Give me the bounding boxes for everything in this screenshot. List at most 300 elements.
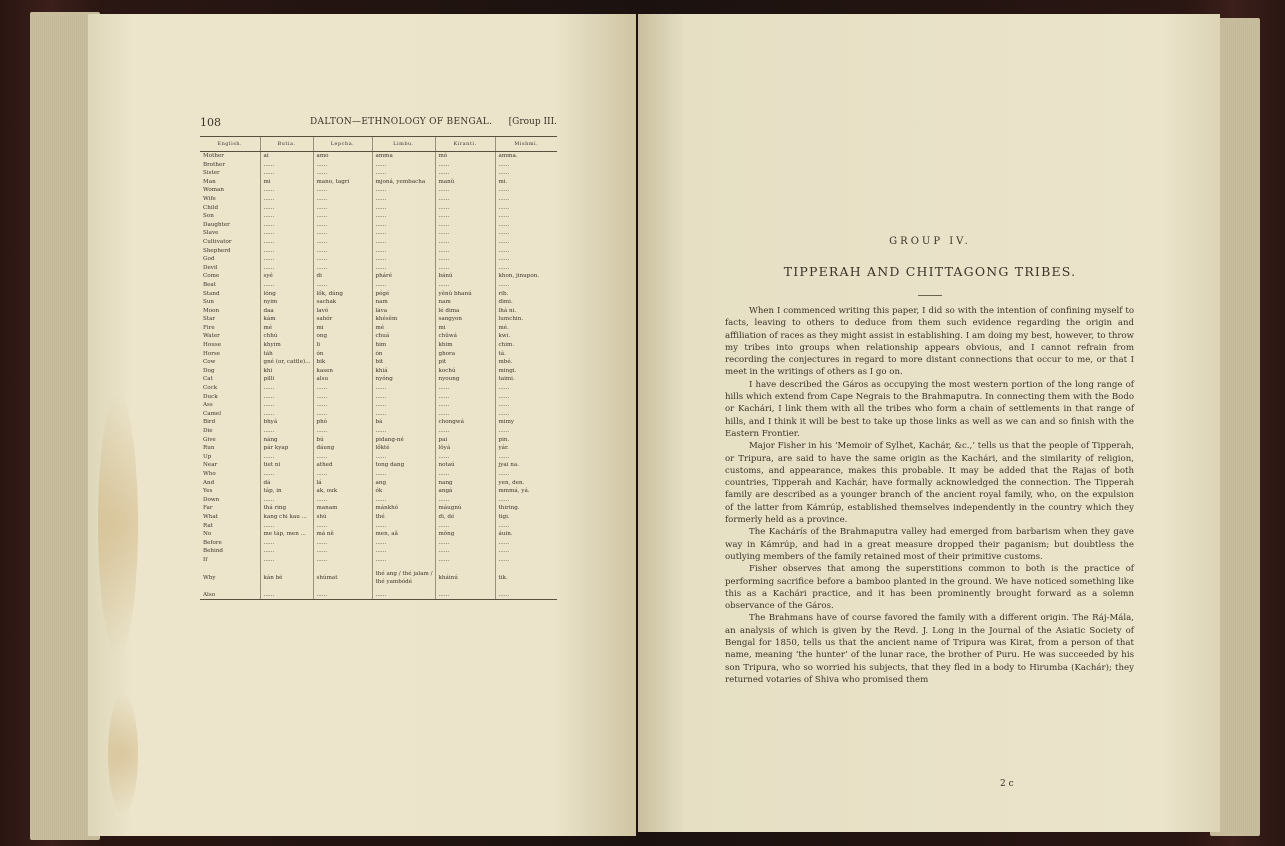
vocab-cell: thé [372, 513, 435, 522]
vocab-cell: phó [313, 418, 372, 427]
vocab-cell: manam [313, 504, 372, 513]
table-row [200, 204, 557, 213]
vocab-cell: ...... [313, 247, 372, 256]
vocab-cell: alsu [313, 375, 372, 384]
vocab-cell: pai [435, 436, 495, 445]
vocab-cell: ...... [435, 264, 495, 273]
vocab-cell: pidang-né [372, 436, 435, 445]
vocab-cell: ...... [435, 229, 495, 238]
vocab-cell: notaú [435, 461, 495, 470]
vocab-cell: ...... [435, 384, 495, 393]
vocab-cell: ...... [372, 496, 435, 505]
vocab-cell: pháré [372, 272, 435, 281]
vocab-cell: ...... [495, 556, 557, 565]
vocab-cell: khyim [260, 341, 313, 350]
vocab-cell: lŏyá [435, 444, 495, 453]
vocab-cell: mé [372, 324, 435, 333]
table-row [200, 272, 557, 281]
vocab-cell: mimy [495, 418, 557, 427]
table-row [200, 591, 557, 600]
vocab-cell: táp, in [260, 487, 313, 496]
vocab-cell: ...... [260, 204, 313, 213]
vocab-cell: ...... [495, 229, 557, 238]
vocab-cell: lá [313, 479, 372, 488]
vocab-cell: láva [372, 307, 435, 316]
vocab-cell: dáung [313, 444, 372, 453]
paragraph: The Kachárís of the Brahmaputra valley had emerged from barbarism when they gave way in Kámrúp, and had in a great measure dropped their paganism; but doubtless the outlying members of the family retained most of their primitive customs. [725, 527, 1134, 562]
english-word-cell: Mother [203, 153, 224, 159]
vocab-cell: ...... [313, 547, 372, 556]
vocab-cell: ...... [260, 384, 313, 393]
vocab-cell: shú [313, 513, 372, 522]
vocab-cell: tik. [495, 565, 557, 591]
vocab-cell: ...... [372, 393, 435, 402]
vocab-cell: ...... [435, 401, 495, 410]
english-word-cell: Daughter [203, 221, 230, 228]
vocab-cell: ...... [495, 204, 557, 213]
english-word-cell: Slave [203, 230, 219, 237]
vocab-cell: nyóng [372, 375, 435, 384]
table-row [200, 290, 557, 299]
vocab-cell: ghora [435, 350, 495, 359]
table-row [200, 161, 557, 170]
vocab-cell: ...... [313, 401, 372, 410]
vocab-cell: ...... [260, 212, 313, 221]
vocab-cell: ...... [372, 384, 435, 393]
vocab-cell: ...... [372, 264, 435, 273]
vocab-cell: ...... [435, 161, 495, 170]
english-word-cell: Woman [203, 187, 224, 194]
vocab-cell: syé [260, 272, 313, 281]
vocab-cell: mi [313, 324, 372, 333]
vocab-cell: kasen [313, 367, 372, 376]
vocab-cell: ...... [495, 264, 557, 273]
vocab-cell: ...... [260, 264, 313, 273]
vocab-cell: ...... [372, 161, 435, 170]
table-row [200, 247, 557, 256]
vocab-cell: ...... [495, 522, 557, 531]
vocab-cell: ...... [313, 539, 372, 548]
table-row [200, 229, 557, 238]
vocab-cell: pár kyap [260, 444, 313, 453]
vocab-cell: mé. [495, 324, 557, 333]
vocab-cell: yár. [495, 444, 557, 453]
vocab-cell: nyoung [435, 375, 495, 384]
vocab-cell: ...... [495, 427, 557, 436]
vocab-cell: chuá [372, 332, 435, 341]
vocab-cell: ...... [372, 281, 435, 290]
english-word-cell: Beat [203, 281, 217, 288]
vocab-cell: di, dé [435, 513, 495, 522]
table-row [200, 221, 557, 230]
table-row [200, 401, 557, 410]
table-row [200, 504, 557, 513]
vocab-cell: ...... [313, 186, 372, 195]
table-row [200, 565, 557, 591]
foxing-stain [98, 394, 138, 654]
vocab-cell: ...... [372, 401, 435, 410]
vocab-cell: ...... [495, 384, 557, 393]
paragraph: The Brahmans have of course favored the family with a different origin. The Ráj-Mála, an analysis of which is given by the Revd. J. Long in the Journal of the Asiatic Society of Bengal for 1850, tells us that the ancient name of Tripura was Kirat, from a person of that name, meaning ‘the hunter’ of the lunar race, the brother of Puru. He was succeeded by his son Tripura, who so worried his subjects, that they fled in a body to Hirumba (Kachár); they returned votaries of Shiva who promised them [725, 613, 1134, 685]
vocab-cell: chŭwá [435, 332, 495, 341]
paragraph: When I commenced writing this paper, I did so with the intention of confining myself to facts, leaving to others to deduce from them such evidence regarding the origin and affiliation of races as they might assist in establishing. I am doing my best, however, to throw my tribes into groups when relationship appears obvious, and I cannot refrain from recording the conjectures in regard to more distant connections that occur to me, or that I meet in the writings of others as I go on. [725, 306, 1134, 378]
table-row [200, 375, 557, 384]
vocab-cell: nam [372, 298, 435, 307]
vocab-cell: ...... [260, 229, 313, 238]
vocab-cell: mó [435, 152, 495, 161]
vocab-cell: shúmat [313, 565, 372, 591]
vocab-cell: sachak [313, 298, 372, 307]
vocab-cell: ...... [435, 556, 495, 565]
table-row [200, 461, 557, 470]
vocab-cell: dimi. [495, 298, 557, 307]
column-header: Kiranti. [435, 137, 495, 152]
english-word-cell: Before [203, 539, 222, 546]
table-row [200, 470, 557, 479]
table-row [200, 350, 557, 359]
table-row [200, 315, 557, 324]
english-word-cell: Sun [203, 299, 215, 306]
vocab-cell: khim [435, 341, 495, 350]
english-word-cell: Devil [203, 264, 218, 271]
english-word-cell: Wife [203, 195, 216, 202]
vocab-cell: ...... [260, 247, 313, 256]
vocab-cell: ak, ouk [313, 487, 372, 496]
vocab-cell: lőkté [372, 444, 435, 453]
chapter-title: TIPPERAH AND CHITTAGONG TRIBES. [783, 264, 1077, 279]
english-word-cell: Shepherd [203, 247, 231, 254]
english-word-cell: Cat [203, 376, 213, 383]
english-word-cell: Star [203, 316, 216, 323]
vocab-cell: náng [260, 436, 313, 445]
vocab-cell: ...... [313, 229, 372, 238]
english-word-cell: Yes [203, 488, 213, 495]
vocab-cell: thé ang / thé jalam / thé yambódé [372, 565, 435, 591]
vocab-cell: yen, den. [495, 479, 557, 488]
vocab-cell: ...... [260, 522, 313, 531]
vocab-cell: ...... [313, 255, 372, 264]
vocab-cell: ...... [435, 204, 495, 213]
table-row [200, 436, 557, 445]
vocab-cell: ók [372, 487, 435, 496]
vocab-cell: ...... [495, 186, 557, 195]
vocab-cell: ...... [435, 427, 495, 436]
vocab-cell: yĕnŭ bhanú [435, 290, 495, 299]
vocab-cell: ...... [495, 255, 557, 264]
table-row [200, 522, 557, 531]
vocab-cell: ...... [372, 539, 435, 548]
vocab-cell: mingi. [495, 367, 557, 376]
vocab-cell: ...... [435, 186, 495, 195]
vocab-cell: mjoná, yembacha [372, 178, 435, 187]
english-word-cell: Bird [203, 419, 216, 426]
english-word-cell: God [203, 256, 215, 263]
vocab-cell: lóng [260, 290, 313, 299]
vocab-cell: mŏng [435, 530, 495, 539]
vocab-cell: mano, tagri [313, 178, 372, 187]
page-number: 108 [200, 116, 221, 129]
table-row [200, 152, 557, 161]
vocab-cell: bú [313, 436, 372, 445]
english-word-cell: Down [203, 496, 220, 503]
vocab-cell: sahór [313, 315, 372, 324]
vocab-cell: má ně [313, 530, 372, 539]
english-word-cell: Son [203, 213, 214, 220]
english-word-cell: Up [203, 453, 212, 460]
english-word-cell: Ass [203, 402, 213, 409]
vocab-cell: chhú [260, 332, 313, 341]
table-row [200, 255, 557, 264]
paragraph: Major Fisher in his ‘Memoir of Sylhet, Kachár, &c.,’ tells us that the people of Tipperah, or Tripura, are said to have the same origin as the Kachári, and the similarity of religion, customs, and appearance, makes this probable. It may be added that the Rajas of both countries, Tipperah and Kachár, have formally acknowledged the connection. The Tipperah family are described as a younger branch of the ancient royal family, who, on the expulsion of the latter from Kámrúp, established themselves independently in the country which they formerly held as a province. [725, 441, 1134, 526]
table-row [200, 427, 557, 436]
vocab-cell: kám [260, 315, 313, 324]
vocab-cell: ...... [495, 591, 557, 600]
table-row [200, 367, 557, 376]
vocab-cell: ...... [495, 410, 557, 419]
vocab-cell: taimi. [495, 375, 557, 384]
english-word-cell: Far [203, 505, 213, 512]
column-header: Butia. [260, 137, 313, 152]
vocab-cell: ai [260, 152, 313, 161]
vocab-cell: ...... [372, 238, 435, 247]
table-row [200, 479, 557, 488]
vocab-cell: khon, jinupon. [495, 272, 557, 281]
vocab-cell: táh [260, 350, 313, 359]
vocab-cell: ...... [260, 281, 313, 290]
title-rule [918, 295, 942, 296]
vocab-cell: ...... [435, 470, 495, 479]
vocab-cell: ...... [435, 195, 495, 204]
table-row [200, 487, 557, 496]
vocab-cell: manŭ [435, 178, 495, 187]
vocab-cell: ...... [372, 212, 435, 221]
vocab-cell: lumchin. [495, 315, 557, 324]
vocab-cell: angá [435, 487, 495, 496]
vocab-cell: ...... [495, 161, 557, 170]
column-header: Limbu. [372, 137, 435, 152]
english-word-cell: Camel [203, 410, 222, 417]
table-row [200, 186, 557, 195]
vocab-cell: ...... [372, 522, 435, 531]
vocab-cell: nang [435, 479, 495, 488]
vocab-cell: ...... [435, 591, 495, 600]
column-header: English. [200, 137, 260, 152]
table-row [200, 178, 557, 187]
vocab-cell: mé [260, 324, 313, 333]
vocab-cell: thá ring [260, 504, 313, 513]
vocab-cell: bhyá [260, 418, 313, 427]
table-row [200, 195, 557, 204]
table-row [200, 453, 557, 462]
vocab-cell: ...... [495, 453, 557, 462]
vocab-cell: bánú [435, 272, 495, 281]
english-word-cell: Give [203, 436, 216, 443]
vocab-cell: ...... [313, 161, 372, 170]
vocab-cell: kháinú [435, 565, 495, 591]
table-row [200, 539, 557, 548]
table-row [200, 332, 557, 341]
vocab-cell: pégé [372, 290, 435, 299]
vocab-cell: ...... [260, 556, 313, 565]
vocab-cell: ...... [260, 169, 313, 178]
vocab-cell: tigi. [495, 513, 557, 522]
vocab-cell: amma [372, 152, 435, 161]
vocab-cell: bik [313, 358, 372, 367]
english-word-cell: Near [203, 462, 218, 469]
vocab-cell: pit [435, 358, 495, 367]
vocab-cell: men, aă [372, 530, 435, 539]
english-word-cell: Run [203, 445, 215, 452]
vocab-cell: ...... [313, 393, 372, 402]
english-word-cell: Water [203, 333, 220, 340]
vocab-cell: khésĕm [372, 315, 435, 324]
english-word-cell: If [203, 556, 208, 563]
vocab-cell: ...... [495, 221, 557, 230]
vocab-cell: ...... [260, 539, 313, 548]
table-row [200, 556, 557, 565]
table-row [200, 238, 557, 247]
english-word-cell: Stand [203, 290, 220, 297]
vocab-cell: ...... [495, 470, 557, 479]
vocab-cell: ...... [435, 496, 495, 505]
english-word-cell: Why [203, 574, 216, 581]
vocab-cell: ...... [435, 221, 495, 230]
vocab-cell: chongwá [435, 418, 495, 427]
vocab-cell: ...... [313, 496, 372, 505]
vocab-cell: ...... [313, 556, 372, 565]
vocab-cell: ...... [495, 401, 557, 410]
vocab-cell: ...... [435, 255, 495, 264]
table-row [200, 418, 557, 427]
vocab-cell: ...... [495, 238, 557, 247]
vocab-cell: ...... [495, 247, 557, 256]
table-row [200, 496, 557, 505]
english-word-cell: Cultivator [203, 238, 232, 245]
vocab-cell: ...... [372, 547, 435, 556]
vocab-cell: ...... [372, 169, 435, 178]
vocab-cell: áuin. [495, 530, 557, 539]
table-row [200, 264, 557, 273]
vocab-cell: kwi. [495, 332, 557, 341]
vocab-cell: ón [313, 350, 372, 359]
vocab-cell: ...... [260, 470, 313, 479]
vocab-cell: dá [260, 479, 313, 488]
vocab-cell: ...... [495, 547, 557, 556]
vocab-cell: ...... [313, 264, 372, 273]
vocab-cell: ...... [260, 547, 313, 556]
english-word-cell: What [203, 513, 218, 520]
running-title: DALTON—ETHNOLOGY OF BENGAL. [310, 117, 493, 127]
table-row [200, 513, 557, 522]
vocab-cell: ...... [372, 556, 435, 565]
vocab-cell: kán bé [260, 565, 313, 591]
vocab-cell: mi. [495, 178, 557, 187]
english-word-cell: Horse [203, 350, 221, 357]
vocab-cell: ...... [495, 539, 557, 548]
vocab-cell: ...... [260, 186, 313, 195]
vocab-cell: ...... [372, 255, 435, 264]
signature-mark: 2 c [1000, 779, 1014, 789]
vocab-cell: tá. [495, 350, 557, 359]
vocab-cell: ...... [435, 169, 495, 178]
vocab-cell: khiá [372, 367, 435, 376]
english-word-cell: Brother [203, 161, 225, 168]
table-row [200, 324, 557, 333]
vocab-cell: ...... [435, 539, 495, 548]
vocab-cell: ...... [313, 212, 372, 221]
vocab-cell: di [313, 272, 372, 281]
table-row [200, 384, 557, 393]
vocab-cell: jyai na. [495, 461, 557, 470]
english-word-cell: Also [200, 591, 260, 600]
vocab-cell: ...... [260, 453, 313, 462]
vocab-cell: ...... [435, 522, 495, 531]
table-header-row [200, 137, 557, 152]
vocab-cell: ...... [313, 470, 372, 479]
vocab-cell: ón [372, 350, 435, 359]
vocab-cell: ...... [313, 169, 372, 178]
vocab-cell: li [313, 341, 372, 350]
vocab-cell: mánkhó [372, 504, 435, 513]
english-word-cell: Man [203, 178, 216, 185]
vocab-cell: ...... [313, 281, 372, 290]
vocab-cell: kochú [435, 367, 495, 376]
vocab-cell: ...... [260, 195, 313, 204]
vocab-cell: ...... [260, 410, 313, 419]
vocab-cell: khi [260, 367, 313, 376]
running-head [200, 116, 557, 130]
english-word-cell: Come [203, 273, 220, 280]
vocab-cell: pin. [495, 436, 557, 445]
vocab-cell: tong dang [372, 461, 435, 470]
foxing-stain [108, 694, 138, 814]
table-row [200, 212, 557, 221]
table-row [200, 358, 557, 367]
table-row [200, 169, 557, 178]
vocab-cell: thiring. [495, 504, 557, 513]
vocab-cell: ...... [260, 393, 313, 402]
english-word-cell: Rat [203, 522, 213, 529]
vocab-cell: ang [372, 479, 435, 488]
vocab-cell: him [372, 341, 435, 350]
vocab-cell: daa [260, 307, 313, 316]
english-word-cell: Duck [203, 393, 218, 400]
paragraph: Fisher observes that among the superstitions common to both is the practice of performing sacrifice before a bamboo planted in the ground. We have noticed something like this as a Kachári practice, and it has been prominently brought forward as a solemn observance of the Gáros. [725, 564, 1134, 612]
vocab-cell: rib. [495, 290, 557, 299]
vocab-cell: ...... [313, 453, 372, 462]
table-row [200, 410, 557, 419]
vocab-cell: ...... [372, 195, 435, 204]
vocab-cell: ...... [495, 212, 557, 221]
vocabulary-table [200, 136, 557, 600]
vocab-cell: lé dima [435, 307, 495, 316]
table-row [200, 444, 557, 453]
vocab-cell: ...... [313, 591, 372, 600]
vocab-cell: ...... [260, 496, 313, 505]
vocab-cell: ...... [372, 221, 435, 230]
table-body [200, 152, 557, 600]
vocab-cell: lavó [313, 307, 372, 316]
vocab-cell: ...... [435, 281, 495, 290]
english-word-cell: Child [203, 204, 219, 211]
vocab-cell: ...... [495, 169, 557, 178]
vocab-cell: ...... [372, 453, 435, 462]
vocab-cell: ...... [435, 238, 495, 247]
vocab-cell: chim. [495, 341, 557, 350]
table-row [200, 341, 557, 350]
vocab-cell: ong [313, 332, 372, 341]
english-word-cell: Die [203, 428, 213, 434]
